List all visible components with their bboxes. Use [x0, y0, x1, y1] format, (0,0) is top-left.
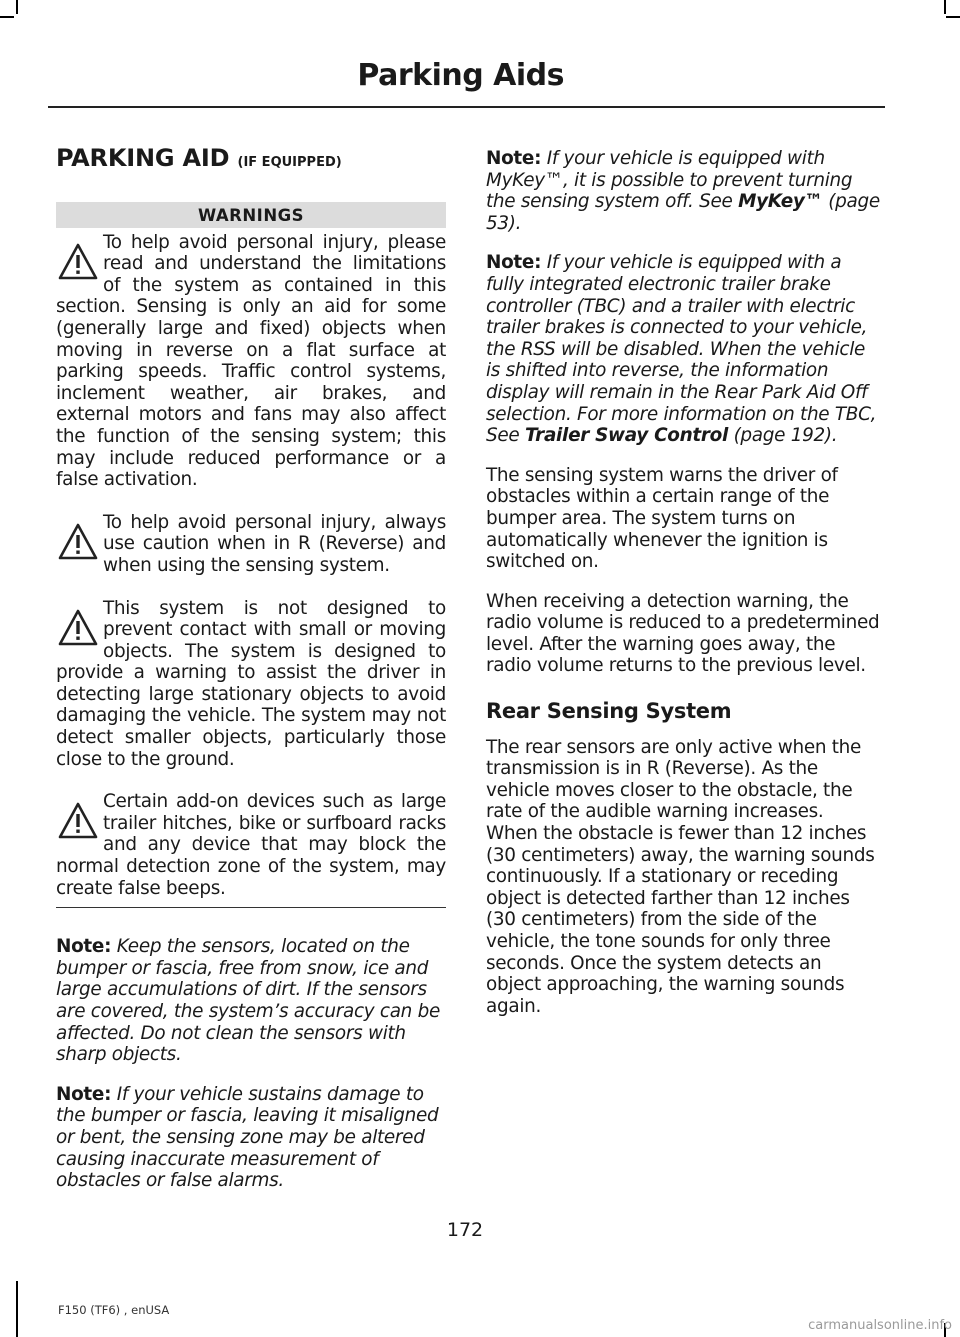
note-text: If your vehicle is equipped with a fully integrated electronic trailer brake controller (TBC) and a trailer with electric trailer brakes is connected to your vehicle, the RSS will be disabled. When the vehicle is shifted into reverse, the information display will remain in the Rear Park Aid Off selection. For more information on the TBC, See [486, 252, 877, 447]
body-paragraph: When receiving a detection warning, the radio volume is reduced to a predetermined level. After the warning goes away, the radio volume returns to the previous level. [486, 590, 880, 677]
warning-triangle-icon [57, 521, 99, 561]
section-heading [56, 144, 446, 174]
warning-triangle-icon [57, 241, 99, 281]
note-text: If your vehicle is equipped with MyKey™, it is possible to prevent turning the sensing system off. See [486, 148, 853, 213]
warning-text: To help avoid personal injury, always use caution when in R (Reverse) and when using the sensing system. [103, 511, 446, 576]
body-paragraph: The sensing system warns the driver of obstacles within a certain range of the bumper area. The system turns on automatically whenever the ignition is switched on. [486, 464, 838, 573]
warning-text: Certain add-on devices such as large trailer hitches, bike or surfboard racks and any device that may block the normal detection zone of the system, may create false beeps. [56, 791, 446, 899]
warning-item [56, 512, 446, 577]
footer-text: F150 (TF6) , enUSA [58, 1303, 170, 1317]
note-label: Note: [56, 1083, 112, 1105]
warning-triangle-icon [57, 607, 99, 647]
watermark: carmanualsonline.info [808, 1318, 952, 1333]
warnings-end [56, 791, 446, 908]
note-label: Note: [486, 148, 542, 169]
warning-item [56, 791, 446, 899]
cross-reference-link[interactable]: Trailer Sway Control [524, 425, 729, 447]
note-text: If your vehicle sustains damage to the bumper or fascia, leaving it misaligned or bent, the sensing zone may be altered causing inaccurate measurement of obstacles or false alarms. [56, 1083, 439, 1192]
note-paragraph [56, 1084, 446, 1192]
right-column [486, 148, 880, 1035]
crop-mark [946, 16, 960, 18]
section-heading-text: PARKING AID [56, 144, 230, 172]
warning-item [56, 232, 446, 491]
crop-mark [944, 0, 946, 14]
note-paragraph [486, 252, 880, 446]
note-label: Note: [486, 252, 542, 274]
warning-text: This system is not designed to prevent contact with small or moving objects. The system is designed to provide a warning to assist the driver in detecting large stationary objects to avoid damaging the vehicle. The system may not detect smaller objects, particularly those close to the ground. [56, 597, 446, 770]
page-reference: (page 53). [486, 191, 880, 234]
warning-text: To help avoid personal injury, please read and understand the limitations of the system as contained in this section. Sensing is only an aid for some (generally large and fixed) objects when moving in reverse on a flat surface at parking speeds. Traffic control systems, inclement weather, air brakes, and external motors and fans may also affect the function of the sensing system; this may include reduced performance or a false activation. [56, 231, 446, 491]
crop-mark [16, 1281, 18, 1337]
warning-triangle-icon [57, 800, 99, 840]
subsection-heading: Rear Sensing System [486, 699, 732, 724]
note-label: Note: [56, 936, 112, 958]
warnings-label: WARNINGS [56, 202, 446, 228]
page-header-title: Parking Aids [357, 58, 564, 93]
header-rule [48, 106, 885, 108]
page-number: 172 [446, 1219, 484, 1241]
cross-reference-link[interactable]: MyKey™ [738, 191, 823, 213]
note-text: Keep the sensors, located on the bumper or fascia, free from snow, ice and large accumulations of dirt. If the sensors are covered, the system’s accuracy can be affected. Do not clean the sensors with sharp objects. [56, 936, 440, 1066]
section-heading-qualifier: (IF EQUIPPED) [237, 155, 342, 170]
warning-item [56, 598, 446, 771]
note-paragraph [486, 148, 880, 234]
crop-mark [0, 16, 14, 18]
body-paragraph: The rear sensors are only active when the transmission is in R (Reverse). As the vehicle moves closer to the obstacle, the rate of the audible warning increases. When the obstacle is fewer than 12 inches (30 centimeters) away, the warning sounds continuously. If a stationary or receding object is detected farther than 12 inches (30 centimeters) from the side of the vehicle, the tone sounds for only three seconds. Once the system detects an object approaching, the warning sounds again. [486, 736, 875, 1017]
left-column [56, 144, 446, 1210]
note-paragraph [56, 936, 446, 1066]
page-reference: (page 192). [733, 425, 838, 447]
crop-mark [16, 0, 18, 14]
